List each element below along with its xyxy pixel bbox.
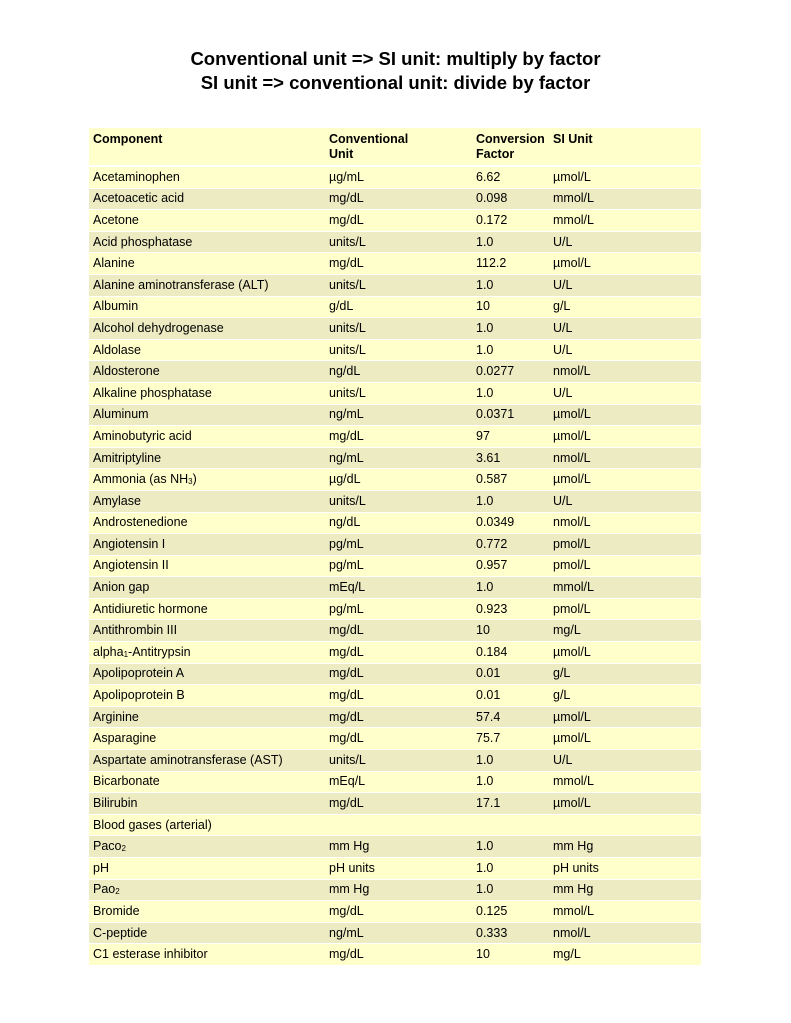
cell-si-unit: pmol/L bbox=[549, 556, 701, 578]
table-row bbox=[89, 664, 701, 686]
cell-conventional-unit: mg/dL bbox=[325, 253, 472, 275]
cell-component: Bicarbonate bbox=[89, 772, 325, 794]
cell-component bbox=[89, 880, 325, 902]
cell-conversion-factor: 10 bbox=[472, 944, 549, 966]
cell-conversion-factor: 1.0 bbox=[472, 232, 549, 254]
cell-conventional-unit: pg/mL bbox=[325, 599, 472, 621]
component-text: Pao bbox=[93, 882, 116, 897]
cell-conventional-unit: mm Hg bbox=[325, 880, 472, 902]
table-row bbox=[89, 728, 701, 750]
cell-conversion-factor: 6.62 bbox=[472, 167, 549, 189]
header-conventional-unit bbox=[325, 128, 472, 167]
cell-conventional-unit: mg/dL bbox=[325, 642, 472, 664]
cell-si-unit: U/L bbox=[549, 275, 701, 297]
cell-si-unit: mm Hg bbox=[549, 880, 701, 902]
table-row bbox=[89, 361, 701, 383]
component-text: Paco bbox=[93, 839, 122, 854]
table-row bbox=[89, 318, 701, 340]
table-row bbox=[89, 405, 701, 427]
cell-conventional-unit: units/L bbox=[325, 750, 472, 772]
table-row bbox=[89, 189, 701, 211]
cell-conversion-factor: 0.923 bbox=[472, 599, 549, 621]
cell-component: Antithrombin III bbox=[89, 620, 325, 642]
table-row bbox=[89, 253, 701, 275]
cell-conventional-unit: units/L bbox=[325, 383, 472, 405]
cell-conventional-unit: g/dL bbox=[325, 297, 472, 319]
cell-component: Anion gap bbox=[89, 577, 325, 599]
cell-conversion-factor: 75.7 bbox=[472, 728, 549, 750]
cell-conversion-factor: 0.098 bbox=[472, 189, 549, 211]
cell-component: Angiotensin II bbox=[89, 556, 325, 578]
cell-component bbox=[89, 836, 325, 858]
cell-conversion-factor: 97 bbox=[472, 426, 549, 448]
cell-conversion-factor: 0.125 bbox=[472, 901, 549, 923]
cell-si-unit: mmol/L bbox=[549, 901, 701, 923]
cell-conversion-factor: 0.587 bbox=[472, 469, 549, 491]
table-row bbox=[89, 750, 701, 772]
table-row bbox=[89, 858, 701, 880]
cell-component: Amylase bbox=[89, 491, 325, 513]
cell-conversion-factor: 1.0 bbox=[472, 577, 549, 599]
header-conventional-line1: Conventional bbox=[329, 132, 409, 146]
cell-conventional-unit: pg/mL bbox=[325, 556, 472, 578]
component-text: Ammonia (as NH bbox=[93, 472, 189, 487]
cell-component: Androstenedione bbox=[89, 513, 325, 535]
cell-conversion-factor: 0.0277 bbox=[472, 361, 549, 383]
cell-si-unit: µmol/L bbox=[549, 469, 701, 491]
cell-si-unit: g/L bbox=[549, 297, 701, 319]
cell-si-unit: mmol/L bbox=[549, 772, 701, 794]
table-row bbox=[89, 880, 701, 902]
cell-conventional-unit bbox=[325, 815, 472, 837]
cell-si-unit: mg/L bbox=[549, 620, 701, 642]
title-line-2: SI unit => conventional unit: divide by factor bbox=[200, 72, 591, 93]
header-factor-line2: Factor bbox=[476, 147, 515, 161]
table-row bbox=[89, 340, 701, 362]
cell-component: pH bbox=[89, 858, 325, 880]
table-row bbox=[89, 620, 701, 642]
cell-si-unit: pmol/L bbox=[549, 534, 701, 556]
cell-conventional-unit: mEq/L bbox=[325, 772, 472, 794]
cell-si-unit: nmol/L bbox=[549, 923, 701, 945]
cell-conventional-unit: ng/dL bbox=[325, 513, 472, 535]
cell-component: Bromide bbox=[89, 901, 325, 923]
cell-conventional-unit: mg/dL bbox=[325, 901, 472, 923]
cell-conventional-unit: mg/dL bbox=[325, 210, 472, 232]
cell-si-unit: mmol/L bbox=[549, 189, 701, 211]
cell-component: Antidiuretic hormone bbox=[89, 599, 325, 621]
table-row bbox=[89, 599, 701, 621]
table-body bbox=[89, 167, 701, 966]
cell-si-unit: mm Hg bbox=[549, 836, 701, 858]
cell-component: Arginine bbox=[89, 707, 325, 729]
cell-conventional-unit: mg/dL bbox=[325, 664, 472, 686]
cell-component: Aldolase bbox=[89, 340, 325, 362]
cell-si-unit: pH units bbox=[549, 858, 701, 880]
cell-si-unit: µmol/L bbox=[549, 707, 701, 729]
cell-conversion-factor: 0.772 bbox=[472, 534, 549, 556]
table-row bbox=[89, 426, 701, 448]
cell-si-unit: U/L bbox=[549, 491, 701, 513]
cell-conventional-unit: mg/dL bbox=[325, 189, 472, 211]
cell-conventional-unit: mg/dL bbox=[325, 728, 472, 750]
cell-conventional-unit: units/L bbox=[325, 232, 472, 254]
cell-conventional-unit: units/L bbox=[325, 275, 472, 297]
cell-component: Acetoacetic acid bbox=[89, 189, 325, 211]
cell-si-unit: U/L bbox=[549, 318, 701, 340]
cell-si-unit: mg/L bbox=[549, 944, 701, 966]
cell-conventional-unit: ng/dL bbox=[325, 361, 472, 383]
header-conventional-line2: Unit bbox=[329, 147, 354, 161]
header-si-unit: SI Unit bbox=[549, 128, 701, 167]
cell-conversion-factor: 1.0 bbox=[472, 275, 549, 297]
cell-conversion-factor: 0.957 bbox=[472, 556, 549, 578]
cell-conversion-factor: 10 bbox=[472, 297, 549, 319]
cell-component: Amitriptyline bbox=[89, 448, 325, 470]
page-title bbox=[0, 47, 791, 95]
cell-component: Aluminum bbox=[89, 405, 325, 427]
cell-conventional-unit: mg/dL bbox=[325, 426, 472, 448]
cell-conversion-factor: 1.0 bbox=[472, 858, 549, 880]
cell-conventional-unit: ng/mL bbox=[325, 923, 472, 945]
cell-conversion-factor: 0.0371 bbox=[472, 405, 549, 427]
cell-si-unit: g/L bbox=[549, 685, 701, 707]
cell-component: Alkaline phosphatase bbox=[89, 383, 325, 405]
table-row bbox=[89, 534, 701, 556]
table-row bbox=[89, 448, 701, 470]
header-factor-line1: Conversion bbox=[476, 132, 545, 146]
cell-component: Acid phosphatase bbox=[89, 232, 325, 254]
cell-si-unit: U/L bbox=[549, 340, 701, 362]
cell-conventional-unit: pg/mL bbox=[325, 534, 472, 556]
cell-conversion-factor: 3.61 bbox=[472, 448, 549, 470]
table-row bbox=[89, 469, 701, 491]
cell-component: Bilirubin bbox=[89, 793, 325, 815]
table-row bbox=[89, 167, 701, 189]
cell-conversion-factor: 1.0 bbox=[472, 340, 549, 362]
cell-component: Acetone bbox=[89, 210, 325, 232]
cell-conversion-factor: 0.01 bbox=[472, 664, 549, 686]
table-row bbox=[89, 232, 701, 254]
cell-si-unit: nmol/L bbox=[549, 448, 701, 470]
table-row bbox=[89, 577, 701, 599]
cell-conversion-factor: 0.333 bbox=[472, 923, 549, 945]
cell-si-unit: U/L bbox=[549, 232, 701, 254]
table-row bbox=[89, 685, 701, 707]
cell-si-unit: mmol/L bbox=[549, 210, 701, 232]
component-subscript: 2 bbox=[121, 844, 126, 854]
table-row bbox=[89, 815, 701, 837]
cell-component: C-peptide bbox=[89, 923, 325, 945]
cell-component bbox=[89, 469, 325, 491]
cell-conventional-unit: units/L bbox=[325, 491, 472, 513]
cell-conventional-unit: mg/dL bbox=[325, 793, 472, 815]
cell-conversion-factor: 0.01 bbox=[472, 685, 549, 707]
cell-component: Apolipoprotein A bbox=[89, 664, 325, 686]
cell-si-unit: µmol/L bbox=[549, 642, 701, 664]
table-row bbox=[89, 556, 701, 578]
cell-conventional-unit: mg/dL bbox=[325, 620, 472, 642]
cell-conventional-unit: µg/mL bbox=[325, 167, 472, 189]
cell-si-unit: µmol/L bbox=[549, 426, 701, 448]
header-conversion-factor bbox=[472, 128, 549, 167]
cell-component: Blood gases (arterial) bbox=[89, 815, 325, 837]
cell-si-unit: µmol/L bbox=[549, 728, 701, 750]
cell-si-unit: mmol/L bbox=[549, 577, 701, 599]
title-line-1: Conventional unit => SI unit: multiply by factor bbox=[190, 48, 601, 69]
cell-si-unit: pmol/L bbox=[549, 599, 701, 621]
cell-component: Alanine aminotransferase (ALT) bbox=[89, 275, 325, 297]
cell-si-unit: U/L bbox=[549, 383, 701, 405]
cell-conversion-factor: 57.4 bbox=[472, 707, 549, 729]
table-row bbox=[89, 772, 701, 794]
cell-conversion-factor bbox=[472, 815, 549, 837]
header-component: Component bbox=[89, 128, 325, 167]
cell-conventional-unit: units/L bbox=[325, 340, 472, 362]
cell-si-unit: µmol/L bbox=[549, 167, 701, 189]
cell-conventional-unit: mm Hg bbox=[325, 836, 472, 858]
cell-conventional-unit: mg/dL bbox=[325, 685, 472, 707]
cell-component: Aldosterone bbox=[89, 361, 325, 383]
cell-conversion-factor: 1.0 bbox=[472, 491, 549, 513]
cell-si-unit: nmol/L bbox=[549, 361, 701, 383]
cell-conventional-unit: units/L bbox=[325, 318, 472, 340]
table-row bbox=[89, 513, 701, 535]
cell-component: Asparagine bbox=[89, 728, 325, 750]
table-row bbox=[89, 383, 701, 405]
table-row bbox=[89, 642, 701, 664]
table-row bbox=[89, 297, 701, 319]
component-text-suffix: -Antitrypsin bbox=[128, 644, 191, 659]
cell-component: Acetaminophen bbox=[89, 167, 325, 189]
component-text: alpha bbox=[93, 644, 124, 659]
cell-si-unit: µmol/L bbox=[549, 253, 701, 275]
table-row bbox=[89, 923, 701, 945]
cell-component bbox=[89, 642, 325, 664]
cell-conventional-unit: ng/mL bbox=[325, 405, 472, 427]
cell-conversion-factor: 1.0 bbox=[472, 772, 549, 794]
cell-conventional-unit: mg/dL bbox=[325, 707, 472, 729]
cell-conversion-factor: 17.1 bbox=[472, 793, 549, 815]
cell-conversion-factor: 1.0 bbox=[472, 750, 549, 772]
cell-conventional-unit: ng/mL bbox=[325, 448, 472, 470]
cell-conversion-factor: 1.0 bbox=[472, 880, 549, 902]
cell-si-unit: g/L bbox=[549, 664, 701, 686]
cell-conversion-factor: 1.0 bbox=[472, 836, 549, 858]
cell-conversion-factor: 1.0 bbox=[472, 318, 549, 340]
table-row bbox=[89, 793, 701, 815]
table-row bbox=[89, 901, 701, 923]
conversion-table bbox=[89, 128, 701, 966]
cell-component: Alanine bbox=[89, 253, 325, 275]
cell-conversion-factor: 112.2 bbox=[472, 253, 549, 275]
cell-conversion-factor: 10 bbox=[472, 620, 549, 642]
cell-conversion-factor: 0.0349 bbox=[472, 513, 549, 535]
table-row bbox=[89, 707, 701, 729]
cell-conversion-factor: 0.172 bbox=[472, 210, 549, 232]
table-row bbox=[89, 275, 701, 297]
table-row bbox=[89, 210, 701, 232]
cell-si-unit: U/L bbox=[549, 750, 701, 772]
cell-conventional-unit: mEq/L bbox=[325, 577, 472, 599]
component-text-suffix: ) bbox=[192, 472, 197, 487]
cell-component: Aspartate aminotransferase (AST) bbox=[89, 750, 325, 772]
component-subscript: 1 bbox=[123, 649, 129, 659]
component-subscript: 2 bbox=[115, 887, 120, 897]
component-subscript: 3 bbox=[188, 477, 193, 487]
cell-si-unit: µmol/L bbox=[549, 793, 701, 815]
cell-conversion-factor: 0.184 bbox=[472, 642, 549, 664]
cell-conversion-factor: 1.0 bbox=[472, 383, 549, 405]
cell-si-unit: µmol/L bbox=[549, 405, 701, 427]
table-row bbox=[89, 836, 701, 858]
cell-si-unit: nmol/L bbox=[549, 513, 701, 535]
table-row bbox=[89, 491, 701, 513]
cell-conventional-unit: pH units bbox=[325, 858, 472, 880]
cell-component: Alcohol dehydrogenase bbox=[89, 318, 325, 340]
cell-component: Angiotensin I bbox=[89, 534, 325, 556]
cell-conventional-unit: mg/dL bbox=[325, 944, 472, 966]
table-row bbox=[89, 944, 701, 966]
cell-si-unit bbox=[549, 815, 701, 837]
table-header-row bbox=[89, 128, 701, 167]
cell-component: Albumin bbox=[89, 297, 325, 319]
cell-component: Aminobutyric acid bbox=[89, 426, 325, 448]
cell-conventional-unit: µg/dL bbox=[325, 469, 472, 491]
cell-component: Apolipoprotein B bbox=[89, 685, 325, 707]
cell-component: C1 esterase inhibitor bbox=[89, 944, 325, 966]
